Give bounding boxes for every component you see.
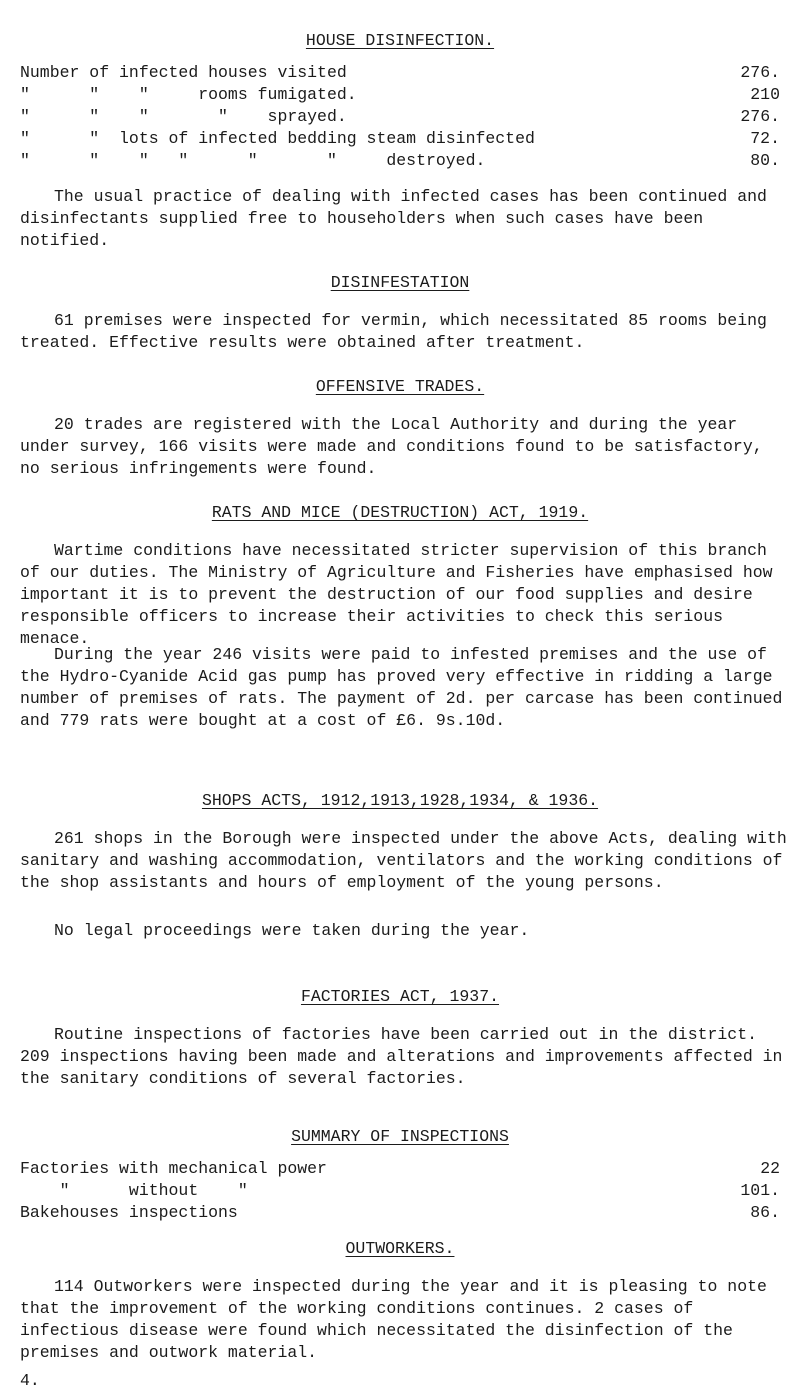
table-row xyxy=(20,1202,780,1224)
offensive-trades-paragraph: 20 trades are registered with the Local Authority and during the year under survey, 166 visits were made and conditions found to be satisfactory, no serious infringements were found. xyxy=(20,415,763,478)
house-disinfection-paragraph: The usual practice of dealing with infected cases has been continued and disinfectants supplied free to householders when such cases have been notified. xyxy=(20,187,767,250)
table-row xyxy=(20,128,780,150)
row-label: Factories with mechanical power xyxy=(20,1159,327,1178)
rats-and-mice-heading: RATS AND MICE (DESTRUCTION) ACT, 1919. xyxy=(211,503,589,522)
row-label: " " " rooms fumigated. xyxy=(20,85,357,104)
row-label: " " lots of infected bedding steam disinfected xyxy=(20,129,535,148)
row-label: Bakehouses inspections xyxy=(20,1203,238,1222)
table-row xyxy=(20,1158,780,1180)
offensive-trades-heading: OFFENSIVE TRADES. xyxy=(315,377,485,396)
row-label: " " " " sprayed. xyxy=(20,107,347,126)
row-label: " without " xyxy=(20,1181,248,1200)
disinfestation-paragraph: 61 premises were inspected for vermin, which necessitated 85 rooms being treated. Effective results were obtained after treatment. xyxy=(20,311,767,352)
house-disinfection-heading: HOUSE DISINFECTION. xyxy=(305,31,495,50)
table-row xyxy=(20,84,780,106)
row-label: " " " " " " destroyed. xyxy=(20,151,486,170)
row-label: Number of infected houses visited xyxy=(20,63,347,82)
shops-acts-heading: SHOPS ACTS, 1912,1913,1928,1934, & 1936. xyxy=(201,791,599,810)
factories-act-paragraph: Routine inspections of factories have been carried out in the district. 209 inspections having been made and alterations and improvements affected in the sanitary conditions of several factories. xyxy=(20,1025,783,1088)
shops-acts-paragraph: 261 shops in the Borough were inspected under the above Acts, dealing with sanitary and washing accommodation, ventilators and the working conditions of the shop assistants and hours of employment of the young persons. xyxy=(20,829,787,892)
row-value: 276. xyxy=(740,107,780,126)
rats-and-mice-paragraph: Wartime conditions have necessitated stricter supervision of this branch of our duties. The Ministry of Agriculture and Fisheries have emphasised how important it is to prevent the destruction of our food supplies and desire responsible officers to increase their activities to check this serious menace. xyxy=(20,541,773,648)
outworkers-heading: OUTWORKERS. xyxy=(345,1239,455,1258)
table-row xyxy=(20,62,780,84)
row-value: 101. xyxy=(740,1181,780,1200)
rats-and-mice-paragraph: During the year 246 visits were paid to infested premises and the use of the Hydro-Cyanide Acid gas pump has proved very effective in ridding a large number of premises of rats. The payment of 2d. per carcase has been continued and 779 rats were bought at a cost of £6. 9s.10d. xyxy=(20,645,783,730)
row-value: 86. xyxy=(750,1203,780,1222)
shops-acts-paragraph: No legal proceedings were taken during the year. xyxy=(54,921,530,940)
page-number: 4. xyxy=(20,1371,40,1390)
table-row xyxy=(20,150,780,172)
row-value: 22 xyxy=(760,1159,780,1178)
row-value: 80. xyxy=(750,151,780,170)
row-value: 276. xyxy=(740,63,780,82)
table-row xyxy=(20,106,780,128)
row-value: 72. xyxy=(750,129,780,148)
outworkers-paragraph: 114 Outworkers were inspected during the year and it is pleasing to note that the improvement of the working conditions continues. 2 cases of infectious disease were found which necessitated the disinfection of the premises and outwork material. xyxy=(20,1277,767,1362)
factories-act-heading: FACTORIES ACT, 1937. xyxy=(300,987,500,1006)
summary-of-inspections-heading: SUMMARY OF INSPECTIONS xyxy=(291,1127,509,1146)
row-value: 210 xyxy=(750,85,780,104)
disinfestation-heading: DISINFESTATION xyxy=(330,273,470,292)
table-row xyxy=(20,1180,780,1202)
